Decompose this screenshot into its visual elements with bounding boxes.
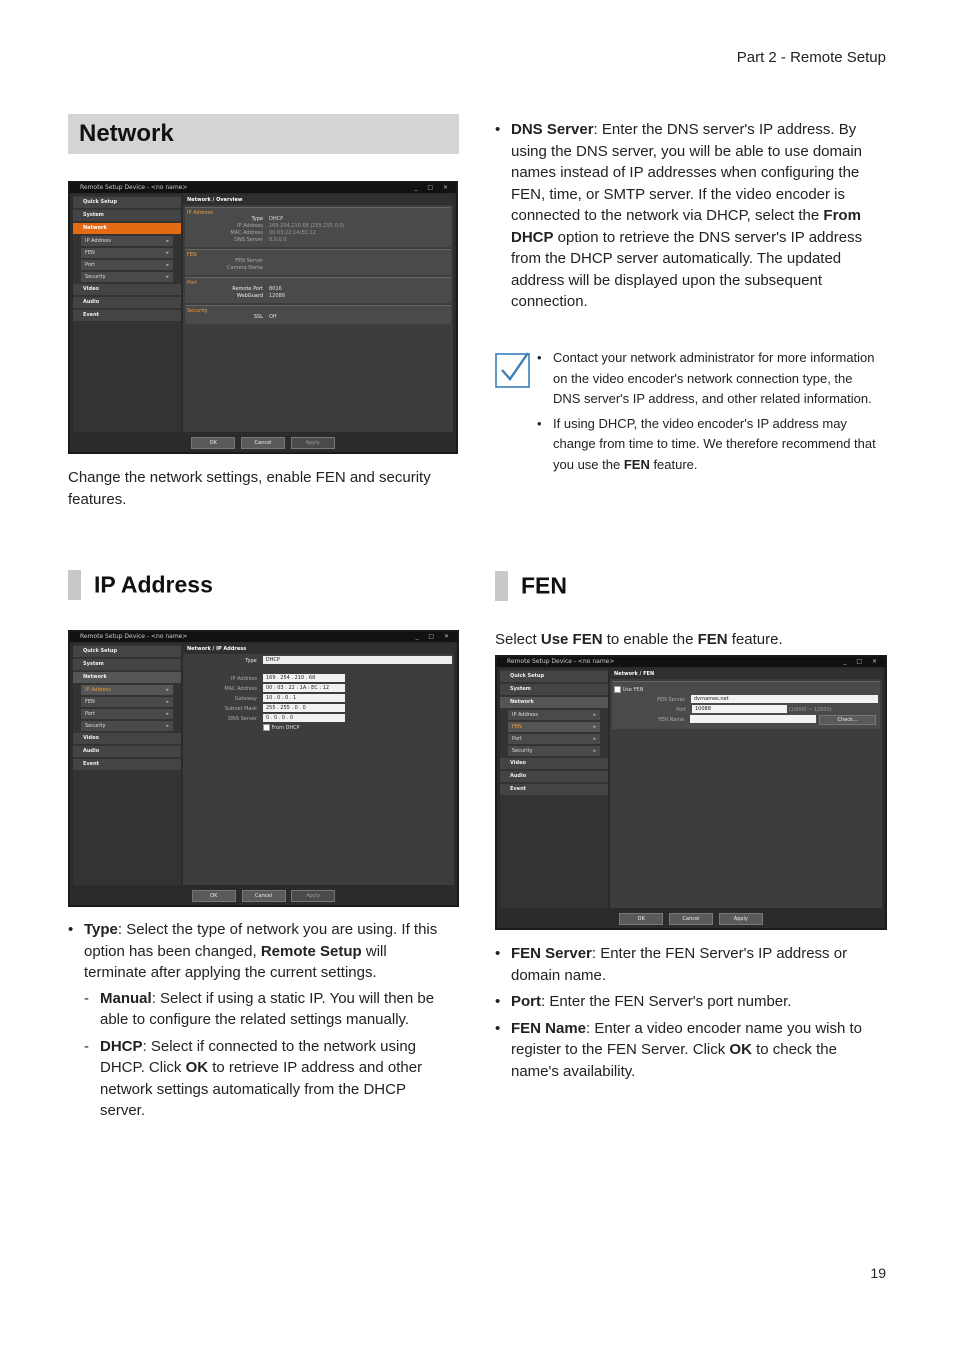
group-label: Port	[187, 280, 197, 286]
menu-quick-setup: Quick Setup	[73, 197, 181, 208]
group-label: Security	[187, 308, 208, 314]
bullet-text: : Enter the FEN Server's port number.	[541, 993, 792, 1010]
field-label: Subnet Mask	[224, 706, 257, 712]
group-label: IP Address	[187, 210, 213, 216]
window-titlebar	[70, 632, 457, 642]
fen-server-field: dvrnames.net	[691, 695, 878, 703]
term: OK	[729, 1041, 752, 1058]
window-titlebar	[497, 657, 885, 667]
field-label: DNS Server	[228, 716, 257, 722]
bullet-text: : Enter the FEN Server's IP address or domain name.	[511, 945, 848, 984]
menu-audio: Audio	[73, 746, 181, 757]
apply-button: Apply	[291, 437, 335, 449]
ip-field: 169 . 254 . 210 . 68	[263, 674, 345, 682]
running-header: Part 2 - Remote Setup	[736, 49, 886, 66]
window-title: Remote Setup Device - <no name>	[80, 184, 188, 191]
menu-audio: Audio	[500, 771, 608, 782]
field-value: 169.254.210.68 (255.255.0.0)	[269, 223, 345, 229]
field-label: Type	[251, 216, 263, 222]
ip-address-title: IP Address	[94, 571, 213, 598]
ip-address-screenshot	[68, 630, 459, 907]
submenu-port: Port ▸	[81, 709, 173, 719]
term: FEN	[623, 456, 650, 472]
heading-bar	[495, 571, 508, 601]
dialog-buttons	[497, 913, 885, 925]
apply-button: Apply	[719, 913, 763, 925]
fen-form	[612, 681, 880, 729]
dialog-buttons	[70, 890, 457, 902]
menu-system: System	[73, 210, 181, 221]
submenu-port: Port ▸	[508, 734, 600, 744]
menu-video: Video	[500, 758, 608, 769]
field-label: MAC Address	[230, 230, 263, 236]
note-text: feature.	[649, 456, 698, 472]
bullet-text: option to retrieve the DNS server's IP address from the DHCP server automatically. The updated address will be displayed upon the subsequent connection.	[511, 228, 863, 310]
fen-title: FEN	[521, 572, 567, 599]
field-label: Port	[676, 707, 686, 713]
field-label: Gateway	[234, 696, 257, 702]
port-bullet	[495, 991, 880, 1013]
term: Type	[84, 921, 118, 938]
fen-name-bullet	[495, 1018, 880, 1083]
submenu-port: Port ▸	[81, 260, 173, 270]
field-value: 00:03:22:1A:EC:12	[269, 230, 317, 236]
setup-sidebar	[73, 644, 181, 885]
submenu-fen: FEN ▸	[81, 248, 173, 258]
submenu-ip-address: IP Address ▸	[81, 236, 173, 246]
submenu-security: Security ▸	[81, 272, 173, 282]
menu-event: Event	[73, 310, 181, 321]
fen-screenshot	[495, 655, 887, 930]
note-item	[537, 414, 882, 476]
setup-main-panel	[183, 195, 453, 432]
port-range: (10000 ~ 12000)	[788, 707, 832, 713]
field-value: 12088	[269, 293, 285, 299]
dhcp-subitem	[84, 1036, 448, 1122]
window-titlebar	[70, 183, 456, 193]
network-section-banner	[68, 114, 459, 154]
note-box	[537, 348, 882, 479]
mac-field: 00 : 03 : 22 : 1A : EC : 12	[263, 684, 345, 692]
bullet-text: will terminate after applying the current settings.	[84, 942, 387, 981]
heading-bar	[68, 570, 81, 600]
dialog-buttons	[70, 437, 456, 449]
field-label: FEN Server	[657, 697, 685, 703]
network-caption: Change the network settings, enable FEN and security features.	[68, 469, 431, 508]
menu-system: System	[73, 659, 181, 670]
bullet-text: to retrieve IP address and other network settings automatically from the DHCP server.	[100, 1059, 423, 1119]
field-label: MAC Address	[224, 686, 257, 692]
field-label: IP Address	[231, 676, 257, 682]
dns-field: 0 . 0 . 0 . 0	[263, 714, 345, 722]
bullet-text: : Enter a video encoder name you wish to register to the FEN Server. Click	[511, 1019, 863, 1058]
field-value: 8016	[269, 286, 282, 292]
menu-video: Video	[73, 733, 181, 744]
term: From DHCP	[511, 207, 861, 246]
bullet-text: : Select if using a static IP. You will then be able to configure the related settings manually.	[100, 989, 435, 1028]
cancel-button: Cancel	[241, 437, 285, 449]
dns-server-block	[495, 119, 880, 318]
menu-quick-setup: Quick Setup	[73, 646, 181, 657]
menu-audio: Audio	[73, 297, 181, 308]
network-overview-screenshot	[68, 181, 458, 454]
fen-intro	[495, 629, 880, 651]
group-label: FEN	[187, 252, 197, 258]
field-label: DNS Server	[234, 237, 263, 243]
check-button: Check...	[819, 715, 876, 725]
fen-name-field	[690, 715, 815, 723]
submenu-security: Security ▸	[508, 746, 600, 756]
field-value: Off	[269, 314, 277, 320]
ip-address-bullets	[68, 919, 448, 1127]
panel-breadcrumb: Network / IP Address	[183, 644, 454, 654]
menu-event: Event	[73, 759, 181, 770]
term: OK	[185, 1059, 209, 1076]
apply-button: Apply	[291, 890, 335, 902]
menu-network: Network	[73, 223, 181, 234]
term: Remote Setup	[260, 942, 362, 960]
field-label: IP Address	[237, 223, 263, 229]
group-port	[185, 277, 451, 303]
manual-subitem	[84, 988, 448, 1031]
field-label: SSL	[253, 314, 263, 320]
menu-network: Network	[500, 697, 608, 708]
bullet-text: : Select the type of network you are using. If this option has been changed,	[84, 921, 438, 960]
field-label: Type	[245, 658, 257, 664]
use-fen-label: Use FEN	[622, 687, 644, 693]
submenu-ip-address: IP Address ▸	[81, 685, 173, 695]
cancel-button: Cancel	[242, 890, 286, 902]
term: Manual	[100, 989, 152, 1007]
page-number: 19	[870, 1265, 886, 1281]
ok-button: OK	[192, 890, 236, 902]
gateway-field: 10 . 0 . 0 . 1	[263, 694, 345, 702]
setup-main-panel	[183, 644, 454, 885]
menu-network: Network	[73, 672, 181, 683]
group-ip-address	[185, 207, 451, 247]
window-controls: _ □ ✕	[843, 658, 881, 665]
fen-server-bullet	[495, 943, 880, 986]
field-value: DHCP	[269, 216, 284, 222]
panel-breadcrumb: Network / Overview	[183, 195, 453, 205]
submenu-fen: FEN ▸	[81, 697, 173, 707]
field-label: Camera Name	[227, 265, 263, 271]
fen-bullets	[495, 943, 880, 1087]
ip-address-heading	[68, 570, 213, 600]
cancel-button: Cancel	[669, 913, 713, 925]
field-label: FEN Server	[235, 258, 263, 264]
menu-quick-setup: Quick Setup	[500, 671, 608, 682]
bullet-text: : Select if connected to the network using DHCP. Click	[100, 1037, 417, 1076]
intro-text: to enable the	[602, 631, 698, 648]
window-title: Remote Setup Device - <no name>	[507, 658, 615, 665]
subnet-field: 255 . 255 . 0 . 0	[263, 704, 345, 712]
setup-sidebar	[73, 195, 181, 432]
from-dhcp-checkbox	[263, 724, 270, 731]
setup-sidebar	[500, 669, 608, 908]
submenu-ip-address: IP Address ▸	[508, 710, 600, 720]
menu-system: System	[500, 684, 608, 695]
intro-text: feature.	[727, 631, 783, 648]
note-text: If using DHCP, the video encoder's IP address may change from time to time. We therefore recommend that you use the	[553, 415, 876, 472]
term: DHCP	[100, 1037, 143, 1055]
ip-form	[183, 654, 454, 735]
setup-main-panel	[610, 669, 882, 908]
ok-button: OK	[619, 913, 663, 925]
submenu-security: Security ▸	[81, 721, 173, 731]
field-label: FEN Name	[658, 717, 685, 723]
dns-server-bullet	[495, 119, 880, 313]
term: FEN	[697, 631, 728, 648]
term: FEN Name	[511, 1019, 587, 1037]
panel-breadcrumb: Network / FEN	[610, 669, 882, 679]
bullet-text: to check the name's availability.	[511, 1041, 837, 1080]
term: Port	[511, 993, 541, 1010]
term: DNS Server	[511, 121, 594, 138]
field-label: WebGuard	[236, 293, 263, 299]
window-title: Remote Setup Device - <no name>	[80, 633, 188, 640]
group-fen	[185, 249, 451, 275]
intro-text: Select	[495, 631, 541, 648]
window-controls: _ □ ✕	[414, 184, 452, 191]
from-dhcp-label: From DHCP	[271, 725, 300, 731]
use-fen-checkbox	[614, 686, 621, 693]
note-item: • Contact your network administrator for more information on the video encoder's network connection type, the DNS server's IP address, and other related information.	[537, 348, 882, 410]
group-security	[185, 305, 451, 324]
field-value: 0.0.0.0	[269, 237, 287, 243]
term: FEN Server	[511, 945, 592, 962]
submenu-fen: FEN ▸	[508, 722, 600, 732]
fen-heading	[495, 571, 567, 601]
ok-button: OK	[191, 437, 235, 449]
term: Use FEN	[540, 631, 603, 648]
network-title: Network	[79, 120, 174, 147]
window-controls: _ □ ✕	[415, 633, 453, 640]
menu-video: Video	[73, 284, 181, 295]
bullet-text: : Enter the DNS server's IP address. By using the DNS server, you will be able to use domain names instead of IP addresses when configuring the FEN, time, or SMTP server. If the video encoder is connected to the network via DHCP, select the	[511, 121, 863, 224]
fen-port-field: 10088	[692, 705, 787, 713]
checkmark-icon	[495, 351, 531, 389]
type-select: DHCP	[263, 656, 452, 664]
type-bullet	[68, 919, 448, 1122]
menu-event: Event	[500, 784, 608, 795]
field-label: Remote Port	[232, 286, 263, 292]
